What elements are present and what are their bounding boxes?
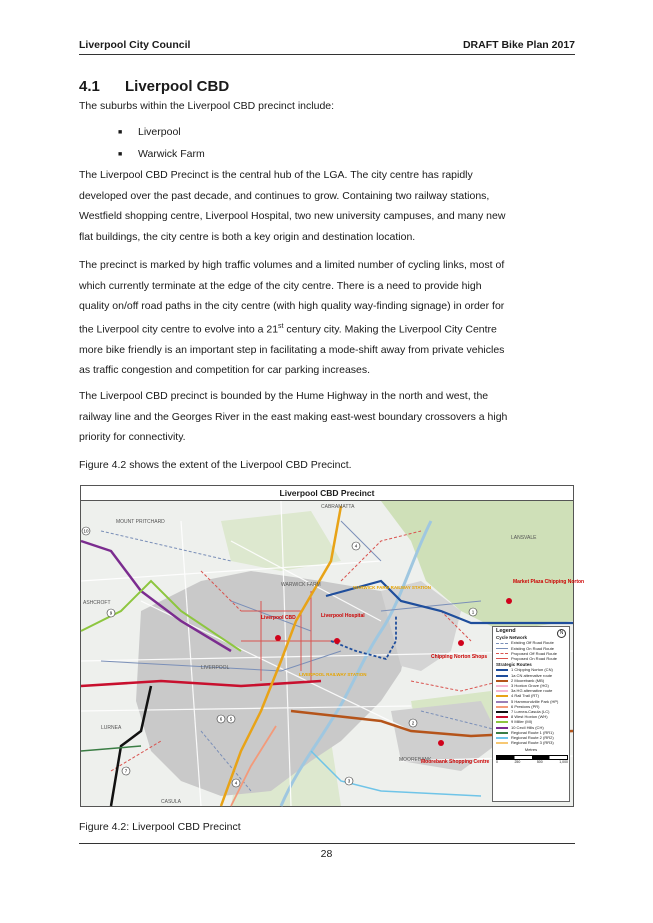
legend-swatch <box>496 742 508 744</box>
route-marker <box>227 715 235 723</box>
header-organisation: Liverpool City Council <box>79 39 191 51</box>
legend-network-list <box>496 640 566 661</box>
svg-text:4: 4 <box>354 543 358 549</box>
legend-row: Regional Route 2 (RR2) <box>496 735 566 740</box>
legend-swatch <box>496 658 508 659</box>
map-title: Liverpool CBD Precinct <box>81 486 573 501</box>
intro-text: The suburbs within the Liverpool CBD precinct include: <box>79 100 335 112</box>
legend-row: Proposed On Road Route <box>496 656 566 661</box>
legend-row: 5 Hammondville Park (HP) <box>496 699 566 704</box>
legend-swatch <box>496 721 508 723</box>
svg-text:9: 9 <box>109 610 113 616</box>
legend-swatch <box>496 643 508 644</box>
place-label: MOOREBANK <box>399 757 432 763</box>
north-arrow-icon: N <box>557 629 566 638</box>
svg-text:7: 7 <box>124 768 128 774</box>
paragraph-cbd-hub: The Liverpool CBD Precinct is the central hub of the LGA. The city centre has rapidly developed over the past decade, and continues to grow. Containing two railway stations, Westfield shopping centre, Liverpool Hospital, two new university campuses, and many new flat buildings, the city centre is both a key origin and destination location. <box>79 169 506 243</box>
route-marker <box>82 527 90 535</box>
svg-text:2: 2 <box>411 720 415 726</box>
place-label: LANSVALE <box>511 535 537 541</box>
svg-text:Liverpool CBD: Liverpool CBD <box>261 615 296 621</box>
section-title: Liverpool CBD <box>125 78 230 95</box>
legend-swatch <box>496 648 508 649</box>
page-number: 28 <box>320 848 333 860</box>
svg-text:4: 4 <box>234 780 238 786</box>
svg-text:10: 10 <box>83 528 89 534</box>
place-label: ASHCROFT <box>83 600 111 606</box>
svg-text:1: 1 <box>471 609 475 615</box>
legend-row: 3 Hoxton Grove (HG) <box>496 683 566 688</box>
figure-caption: Figure 4.2: Liverpool CBD Precinct <box>79 821 241 833</box>
header-document-title: DRAFT Bike Plan 2017 <box>462 39 575 51</box>
header-rule <box>79 54 575 55</box>
legend-row: 9 Miller (MI) <box>496 719 566 724</box>
legend-row: 8 West Hoxton (WH) <box>496 714 566 719</box>
legend-swatch <box>496 732 508 734</box>
paragraph-figure-ref: Figure 4.2 shows the extent of the Liverpool CBD Precinct. <box>79 459 352 471</box>
paragraph-traffic: The precinct is marked by high traffic volumes and a limited number of cycling links, most of which currently terminate at the edge of the city centre. There is a need to provide high quality on/off road paths in the city centre (with high quality way-finding signage) in order for the Liverpool city centre to evolve into a 21st century city. Making the Liverpool City Centre more bike friendly is an important step in facilitating a mode-shift away from private vehicles as traffic congestion and competition for car parking increases. <box>79 259 505 377</box>
legend-swatch <box>496 701 508 703</box>
route-marker <box>409 719 417 727</box>
legend-row: 1 Chipping Norton (CN) <box>496 667 566 672</box>
page-header <box>79 39 575 53</box>
legend-subheading: Cycle Network <box>496 635 528 641</box>
bullet-item: ■ Warwick Farm <box>118 148 205 160</box>
bullet-item: ■ Liverpool <box>118 126 181 138</box>
legend-row: Existing On Road Route <box>496 646 566 651</box>
footer-rule <box>79 843 575 844</box>
legend-row: Regional Route 1 (RR1) <box>496 730 566 735</box>
route-marker <box>469 608 477 616</box>
scale-ticks: 0 250 500 1,000 <box>496 759 568 764</box>
place-label: WARWICK FARM <box>281 582 321 588</box>
route-marker <box>352 542 360 550</box>
poi-warwick-farm-station: WARWICK FARM RAILWAY STATION <box>353 585 432 590</box>
legend-row: Regional Route 3 (RR3) <box>496 740 566 745</box>
svg-text:Moorebank Shopping Centre: Moorebank Shopping Centre <box>421 759 490 765</box>
legend-swatch <box>496 669 508 671</box>
legend-swatch <box>496 675 508 677</box>
legend-row: 6 Prestons (PR) <box>496 704 566 709</box>
legend-swatch <box>496 706 508 708</box>
legend-routes-list <box>496 667 566 745</box>
legend-swatch <box>496 685 508 687</box>
legend-row: 3a HG alternative route <box>496 688 566 693</box>
legend-row: 10 Cecil Hills (CH) <box>496 725 566 730</box>
legend-row: 2 Moorebank (MB) <box>496 678 566 683</box>
legend-swatch <box>496 727 508 729</box>
scale-label: Metres <box>524 747 538 753</box>
legend-swatch <box>496 711 508 713</box>
paragraph-boundaries: The Liverpool CBD precinct is bounded by the Hume Highway in the north and west, the railway line and the Georges River in the east making east-west boundary crossovers a high priority for connectivity. <box>79 390 508 444</box>
place-label: LURNEA <box>101 725 122 731</box>
legend-row: 4 Rail Trail (RT) <box>496 693 566 698</box>
route-marker <box>232 779 240 787</box>
legend-swatch <box>496 690 508 692</box>
svg-text:6: 6 <box>219 716 223 722</box>
precinct-map <box>80 485 585 807</box>
legend-row: 7 Lurnea-Casula (LC) <box>496 709 566 714</box>
place-label: LIVERPOOL <box>201 665 230 671</box>
place-label: MOUNT PRITCHARD <box>116 519 165 525</box>
legend-title: Legend <box>496 628 516 634</box>
map-legend <box>492 626 570 802</box>
route-marker <box>122 767 130 775</box>
svg-text:Liverpool Hospital: Liverpool Hospital <box>321 613 365 619</box>
poi-liverpool-station: LIVERPOOL RAILWAY STATION <box>299 672 367 677</box>
route-marker <box>107 609 115 617</box>
svg-text:Market Plaza Chipping Norton: Market Plaza Chipping Norton <box>513 579 585 585</box>
svg-text:3: 3 <box>347 778 351 784</box>
legend-swatch <box>496 716 508 718</box>
svg-text:Chipping Norton Shops: Chipping Norton Shops <box>431 654 488 660</box>
place-label: CASULA <box>161 799 182 805</box>
legend-row: Existing Off Road Route <box>496 640 566 645</box>
section-number: 4.1 <box>79 78 100 95</box>
legend-subheading: Strategic Routes <box>496 662 532 668</box>
svg-text:5: 5 <box>229 716 233 722</box>
legend-swatch <box>496 653 508 654</box>
legend-swatch <box>496 695 508 697</box>
route-marker <box>217 715 225 723</box>
legend-row: 1a CN alternative route <box>496 673 566 678</box>
section-heading <box>79 78 229 95</box>
place-label: CABRAMATTA <box>321 504 355 510</box>
route-marker <box>345 777 353 785</box>
legend-swatch <box>496 737 508 739</box>
legend-row: Proposed Off Road Route <box>496 651 566 656</box>
legend-swatch <box>496 680 508 682</box>
